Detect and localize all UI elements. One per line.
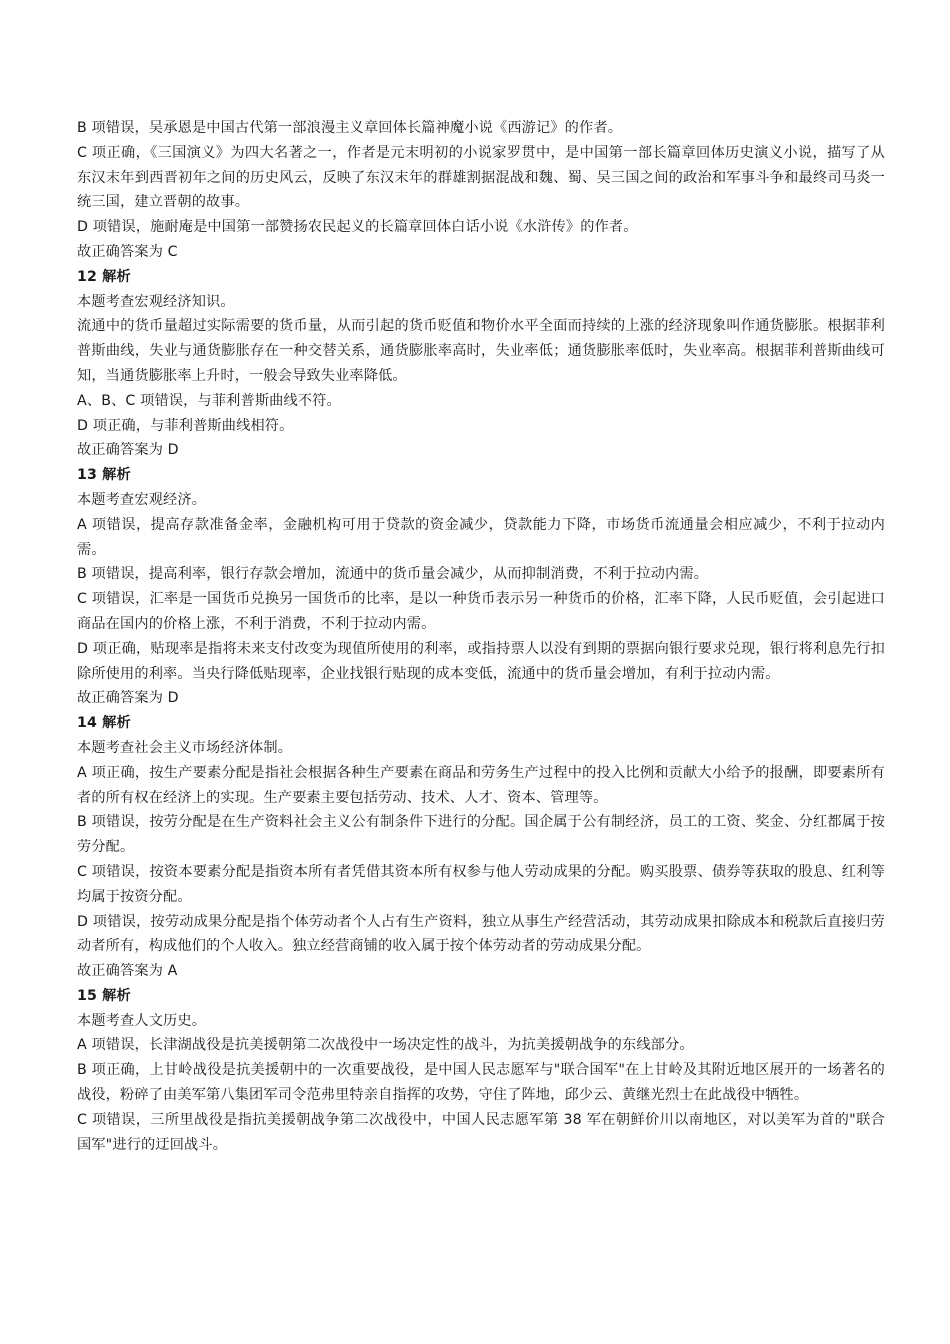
paragraph: 流通中的货币量超过实际需要的货币量，从而引起的货币贬值和物价水平全面而持续的上涨的经济现象叫作通货膨胀。根据菲利普斯曲线，失业与通货膨胀存在一种交替关系，通货膨胀率高时，失业率低；通货膨胀率低时，失业率高。根据菲利普斯曲线可知，当通货膨胀率上升时，一般会导致失业率降低。 — [77, 318, 885, 384]
section-heading: 14 解析 — [77, 715, 131, 732]
paragraph: A 项正确，按生产要素分配是指社会根据各种生产要素在商品和劳务生产过程中的投入比例和贡献大小给予的报酬，即要素所有者的所有权在经济上的实现。生产要素主要包括劳动、技术、人才、资本、管理等。 — [77, 764, 885, 806]
paragraph: C 项错误，汇率是一国货币兑换另一国货币的比率，是以一种货币表示另一种货币的价格，汇率下降，人民币贬值，会引起进口商品在国内的价格上涨，不利于消费，不利于拉动内需。 — [77, 591, 885, 632]
section-heading: 12 解析 — [77, 268, 131, 285]
paragraph: D 项错误，施耐庵是中国第一部赞扬农民起义的长篇章回体白话小说《水浒传》的作者。 — [77, 219, 638, 236]
paragraph: 本题考查宏观经济。 — [77, 491, 207, 508]
answer-line: 故正确答案为 C — [77, 243, 178, 260]
paragraph: A 项错误，提高存款准备金率，金融机构可用于贷款的资金减少，贷款能力下降，市场货币流通量会相应减少，不利于拉动内需。 — [77, 516, 885, 558]
answer-line: 故正确答案为 D — [77, 442, 179, 459]
paragraph: D 项错误，按劳动成果分配是指个体劳动者个人占有生产资料，独立从事生产经营活动，其劳动成果扣除成本和税款后直接归劳动者所有，构成他们的个人收入。独立经营商铺的收入属于按个体劳动者的劳动成果分配。 — [77, 913, 885, 955]
paragraph: 本题考查人文历史。 — [77, 1012, 207, 1029]
paragraph: A、B、C 项错误，与菲利普斯曲线不符。 — [77, 392, 341, 409]
paragraph: A 项错误，长津湖战役是抗美援朝第二次战役中一场决定性的战斗，为抗美援朝战争的东线部分。 — [77, 1037, 694, 1054]
paragraph: C 项错误，三所里战役是指抗美援朝战争第二次战役中，中国人民志愿军第 38 军在朝鲜价川以南地区，对以美军为首的"联合国军"进行的迂回战斗。 — [77, 1111, 885, 1153]
paragraph: D 项正确，贴现率是指将未来支付改变为现值所使用的利率，或指持票人以没有到期的票据向银行要求兑现，银行将利息先行扣除所使用的利率。当央行降低贴现率，企业找银行贴现的成本变低，流通中的货币量会增加，有利于拉动内需。 — [77, 640, 885, 682]
answer-line: 故正确答案为 A — [77, 963, 178, 980]
answer-line: 故正确答案为 D — [77, 690, 179, 707]
section-heading: 13 解析 — [77, 467, 131, 484]
document-body — [77, 116, 885, 1157]
paragraph: B 项错误，按劳分配是在生产资料社会主义公有制条件下进行的分配。国企属于公有制经济，员工的工资、奖金、分红都属于按劳分配。 — [77, 814, 885, 856]
paragraph: B 项错误，吴承恩是中国古代第一部浪漫主义章回体长篇神魔小说《西游记》的作者。 — [77, 120, 623, 136]
paragraph: D 项正确，与菲利普斯曲线相符。 — [77, 417, 294, 434]
paragraph: B 项正确，上甘岭战役是抗美援朝中的一次重要战役，是中国人民志愿军与"联合国军"在上甘岭及其附近地区展开的一场著名的战役，粉碎了由美军第八集团军司令范弗里特亲自指挥的攻势，守住了阵地，邱少云、黄继光烈士在此战役中牺牲。 — [77, 1062, 885, 1104]
paragraph: 本题考查宏观经济知识。 — [77, 293, 235, 310]
paragraph: B 项错误，提高利率，银行存款会增加，流通中的货币量会减少，从而抑制消费，不利于拉动内需。 — [77, 566, 709, 583]
paragraph: 本题考查社会主义市场经济体制。 — [77, 739, 293, 756]
paragraph: C 项正确，《三国演义》为四大名著之一，作者是元末明初的小说家罗贯中，是中国第一部长篇章回体历史演义小说，描写了从东汉末年到西晋初年之间的历史风云，反映了东汉末年的群雄割据混战和魏、蜀、吴三国之间的政治和军事斗争和最终司马炎一统三国，建立晋朝的故事。 — [77, 144, 885, 211]
paragraph: C 项错误，按资本要素分配是指资本所有者凭借其资本所有权参与他人劳动成果的分配。购买股票、债券等获取的股息、红利等均属于按资分配。 — [77, 863, 885, 905]
section-heading: 15 解析 — [77, 987, 131, 1004]
